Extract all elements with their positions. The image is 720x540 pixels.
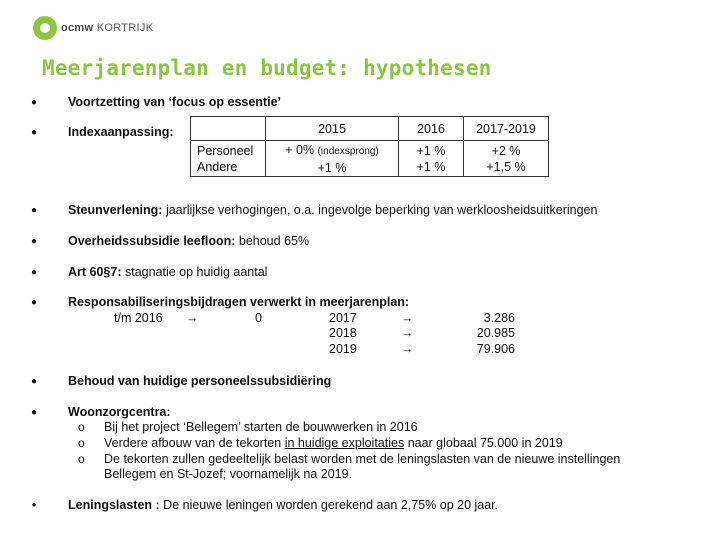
resp-period: t/m 2016 [114,311,163,325]
table-header-2017-2019: 2017-2019 [464,117,549,141]
woonzorg-sub-3: De tekorten zullen gedeeltelijk belast worden met de leningslasten van de nieuwe instellingen Bellegem en St-Jozef; voornamelijk na 2019. [104,452,621,481]
resp-year: 2018 [329,326,357,340]
bullet-dot-icon: ● [30,127,38,138]
woonzorg-sub-1: Bij het project ‘Bellegem’ starten de bouwwerken in 2016 [104,420,418,434]
bullet-dot-icon: ● [30,236,38,247]
table-row-labels: Personeel Andere [191,141,266,177]
bullet-dot-icon: ● [30,376,38,387]
table-corner [191,117,266,141]
bullet-index: Indexaanpassing: [68,125,174,139]
bullet-personeelssubsidie: Behoud van huidige personeelssubsidiëring [68,374,332,388]
logo-brand: ocmw [61,22,94,34]
bullet-dot-icon: ● [30,407,38,418]
bullet-steunverlening: Steunverlening: jaarlijkse verhogingen, o.a. ingevolge beperking van werkloosheidsuitkeringen [68,203,598,217]
table-header-2015: 2015 [266,117,399,141]
bullet-dot-icon: ● [30,297,38,308]
table-cell-2015: + 0% (indexsprong) +1 % [266,141,399,177]
bullet-dot-icon: ● [30,97,38,108]
resp-arrow: → [401,311,414,325]
logo-mark-icon [33,16,57,40]
bullet-dot-icon: ● [30,267,38,278]
bullet-responsabilisering: Responsabiliseringsbijdragen verwerkt in meerjarenplan: [68,295,410,309]
table-cell-2016: +1 % +1 % [399,141,464,177]
bullet-focus: Voortzetting van ‘focus op essentie’ [68,95,281,109]
resp-value: 20.985 [476,326,515,340]
resp-year: 2019 [329,342,357,356]
resp-value: 3.286 [483,311,515,325]
bullet-art60: Art 60§7: stagnatie op huidig aantal [68,265,268,279]
bullet-dot-icon: ● [31,500,37,509]
bullet-dot-icon: ● [30,205,38,216]
sub-bullet-circle-icon: o [78,436,85,450]
index-table [190,116,549,177]
resp-value: 79.906 [476,342,515,356]
sub-bullet-circle-icon: o [78,420,85,434]
logo-name: KORTRIJK [96,22,154,34]
logo [33,15,153,41]
table-cell-2017-2019: +2 % +1,5 % [464,141,549,177]
page-title: Meerjarenplan en budget: hypothesen [42,56,492,80]
woonzorg-sub-2: Verdere afbouw van de tekorten in huidige exploitaties naar globaal 75.000 in 2019 [104,436,563,450]
bullet-leningslasten: Leningslasten : De nieuwe leningen worden gerekend aan 2,75% op 20 jaar. [68,498,499,512]
table-header-2016: 2016 [399,117,464,141]
resp-arrow: → [401,326,414,340]
bullet-woonzorgcentra: Woonzorgcentra: [68,405,171,419]
resp-value: 0 [255,311,262,325]
resp-arrow: → [186,311,199,325]
sub-bullet-circle-icon: o [78,452,85,466]
bullet-leefloon: Overheidssubsidie leefloon: behoud 65% [68,234,310,248]
resp-year: 2017 [329,311,357,325]
resp-arrow: → [401,342,414,356]
